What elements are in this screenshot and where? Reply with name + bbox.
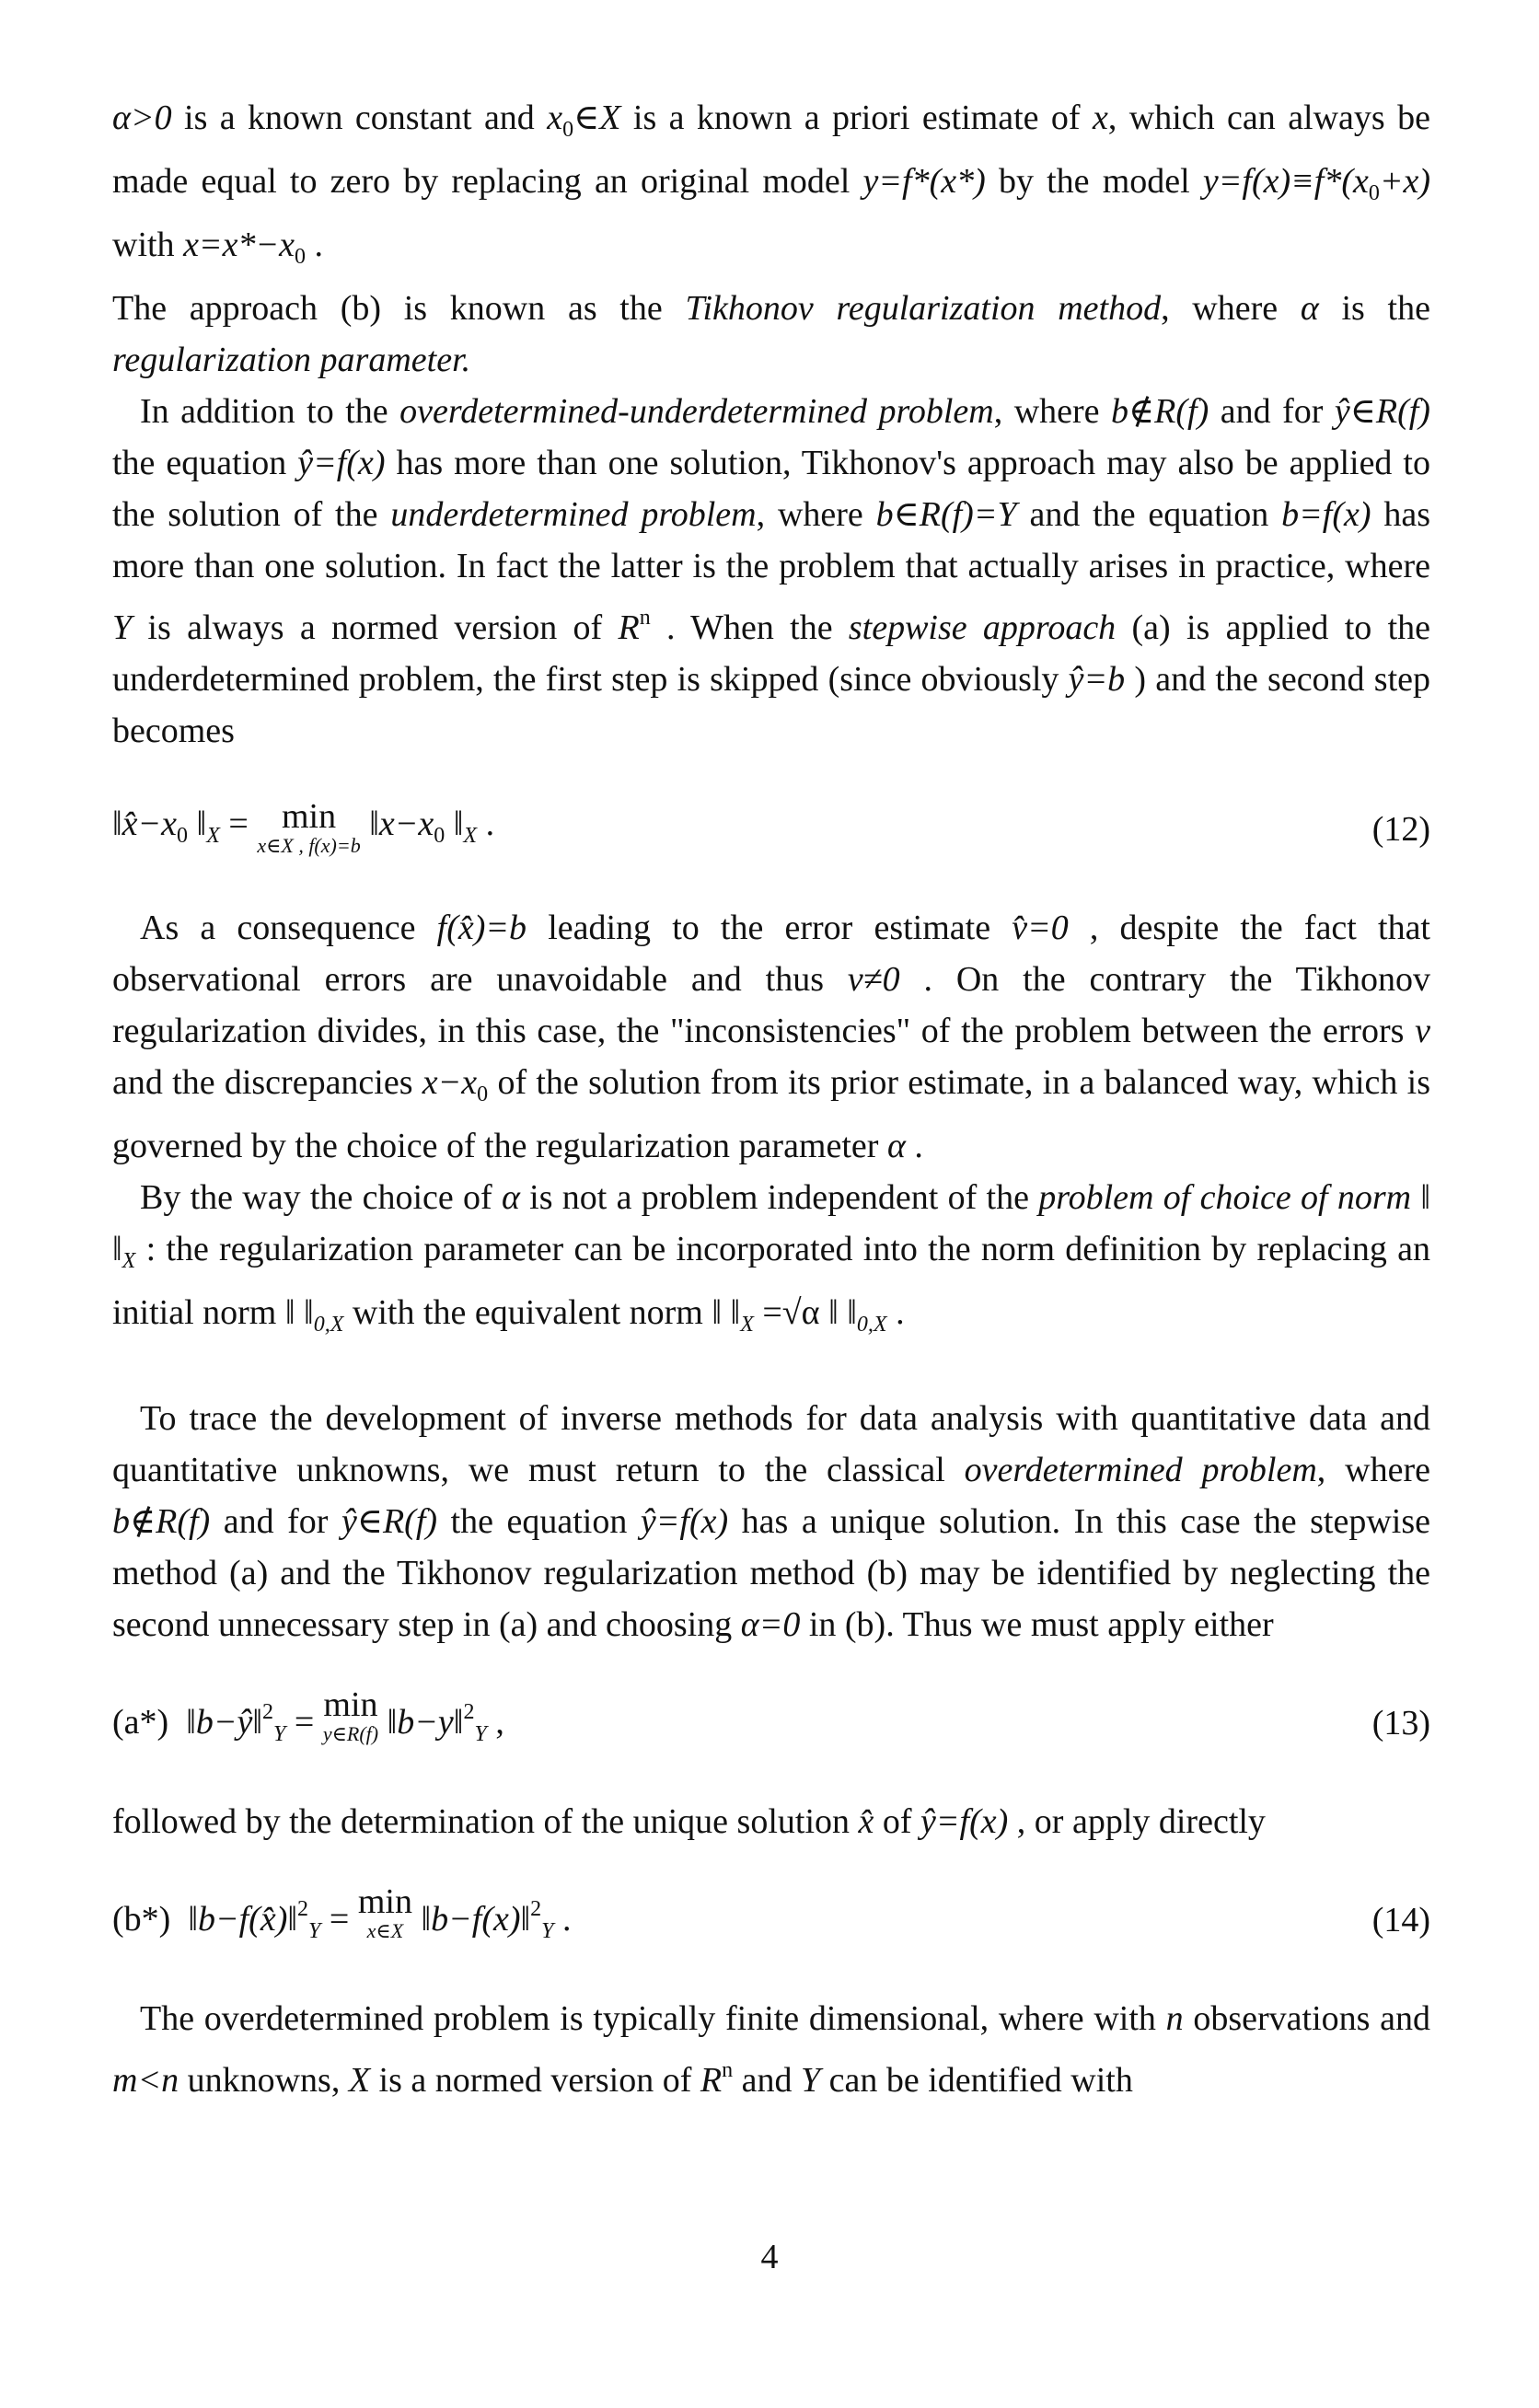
equation-12-min: min x∈X , f(x)=b — [257, 796, 361, 857]
equation-14-min: min x∈X — [357, 1882, 412, 1942]
paragraph-followed-by: followed by the determination of the unique solution x̂ of ŷ=f(x) , or apply directly — [112, 1802, 1266, 1841]
equation-13-number: (13) — [1371, 1704, 1430, 1742]
equation-12 — [112, 788, 1430, 871]
paragraph-choice-of-norm: By the way the choice of α is not a problem independent of the problem of choice of norm ‖ $‖_X$ : the regularization parameter can be incorporated into the norm definition by replacing an initial norm ‖ $‖_{0,X}$ with the equivalent norm ‖ $‖_X =√\alpha$ ‖ $‖_{0,X}$ . — [112, 1178, 1431, 1337]
equation-14-number: (14) — [1371, 1901, 1430, 1939]
equation-13-min: min y∈R(f) — [322, 1685, 379, 1745]
equation-14 — [112, 1879, 1430, 1962]
equation-13-body: (a*) ‖b−ŷ‖$^2_Y$ = min y∈R(f) ‖b−y‖$^2_Y$ , — [112, 1685, 504, 1746]
page-number: 4 — [760, 2238, 779, 2276]
equation-13 — [112, 1682, 1430, 1765]
paragraph-finite-dimensional: The overdetermined problem is typically finite dimensional, where with n observations and m<n unknowns, X is a normed version of $R^n$ and Y can be identified with — [112, 1999, 1430, 2100]
page-body — [112, 92, 1430, 2106]
equation-14-body: (b*) ‖b−f(x̂)‖$^2_Y$ = min x∈X ‖b−f(x)‖$^2_Y$ . — [112, 1882, 572, 1943]
equation-12-body: $‖x̂-x_0$ $‖_X = \min$ x∈X , f(x)=b $‖x-x_0$ $‖_X$ . — [112, 796, 495, 857]
section-gap — [112, 1350, 1430, 1393]
paragraph-consequence: As a consequence f(x̂)=b leading to the error estimate v̂=0 , despite the fact that observational errors are unavoidable and thus v≠0 . On the contrary the Tikhonov regularization divides, in this case, the "inconsistencies" of the problem between the errors v and the discrepancies $x-x_0$ of the solution from its prior estimate, in a balanced way, which is governed by the choice of the regularization parameter α . — [112, 909, 1431, 1165]
paragraph-overdetermined-problem: To trace the development of inverse methods for data analysis with quantitative data and quantitative unknowns, we must return to the classical overdetermined problem, where b∉R(f) and for ŷ∈R(f) the equation ŷ=f(x) has a unique solution. In this case the stepwise method (a) and the Tikhonov regularization method (b) may be identified by neglecting the second unnecessary step in (a) and choosing α=0 in (b). Thus we must apply either — [112, 1399, 1430, 1644]
equation-12-number: (12) — [1371, 810, 1430, 849]
paragraph-tikhonov-method: The approach (b) is known as the Tikhonov regularization method, where α is the regularization parameter. — [112, 289, 1430, 379]
paragraph-underdetermined-problem: In addition to the overdetermined-underdetermined problem, where b∉R(f) and for ŷ∈R(f) the equation ŷ=f(x) has more than one solution, Tikhonov's approach may also be applied to the solution of the underdetermined problem, where b∈R(f)=Y and the equation b=f(x) has more than one solution. In fact the latter is the problem that actually arises in practice, where Y is always a normed version of $R^n$ . When the stepwise approach (a) is applied to the underdetermined problem, the first step is skipped (since obviously ŷ=b ) and the second step becomes — [112, 392, 1430, 750]
paragraph-alpha-constant: α>0 is a known constant and $x_0\in X$ is a known a priori estimate of x, which can always be made equal to zero by replacing an original model y=f*(x*) by the model $y=f(x)\equiv f*(x_0+x)$ with $x=x*-x_0$ . — [112, 98, 1431, 269]
